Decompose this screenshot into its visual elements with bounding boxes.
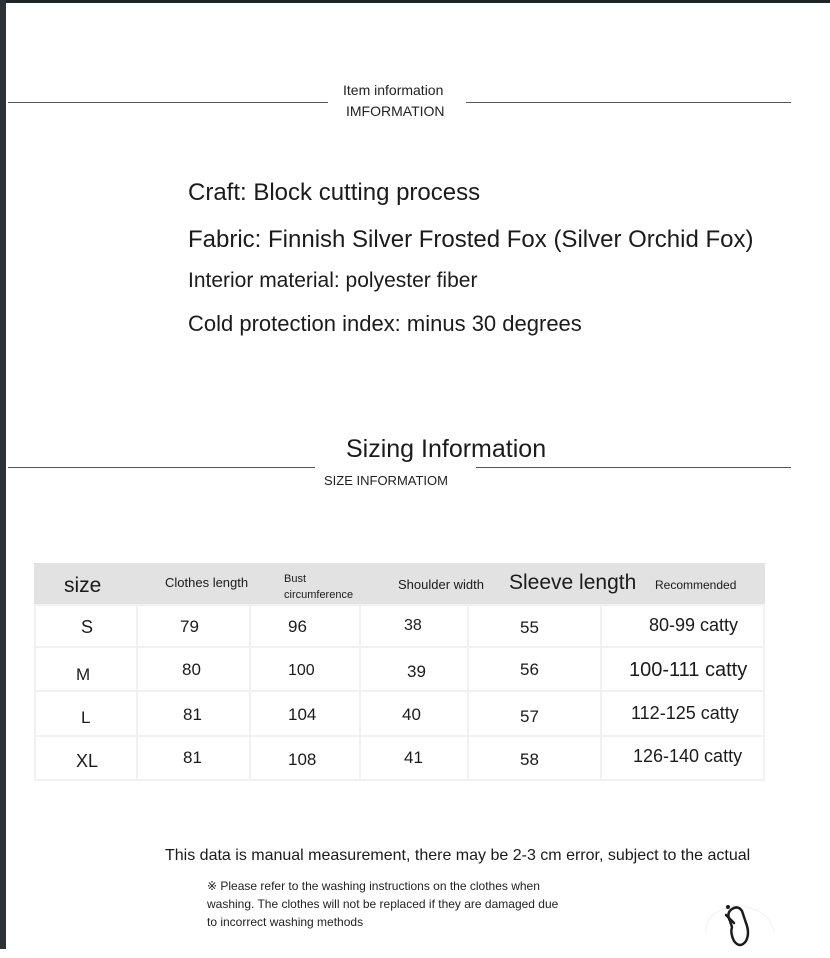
table-cell: 39 bbox=[361, 648, 467, 690]
table-cell: M bbox=[36, 648, 136, 690]
washing-note: ※ Please refer to the washing instructions on the clothes when washing. The clothes will not be replaced if they are damaged due to incorrect washing methods bbox=[207, 879, 559, 929]
item-info-title: Item information bbox=[343, 82, 444, 98]
header-sleeve-length: Sleeve length bbox=[509, 571, 637, 594]
spec-cold-protection: Cold protection index: minus 30 degrees bbox=[188, 311, 582, 336]
measurement-note: This data is manual measurement, there may be 2-3 cm error, subject to the actual bbox=[165, 847, 751, 864]
table-cell: 58 bbox=[469, 737, 600, 779]
spec-craft: Craft: Block cutting process bbox=[188, 179, 481, 206]
table-cell: 40 bbox=[361, 692, 467, 735]
table-cell: 112-125 catty bbox=[602, 692, 763, 735]
divider-left bbox=[8, 102, 328, 103]
table-cell: S bbox=[36, 606, 136, 646]
table-cell: 104 bbox=[251, 692, 359, 735]
hand-wash-icon bbox=[700, 893, 780, 953]
table-cell: 80-99 catty bbox=[602, 606, 763, 646]
table-cell: 108 bbox=[251, 737, 359, 779]
table-cell: 96 bbox=[251, 606, 359, 646]
item-info-subtitle: IMFORMATION bbox=[346, 103, 445, 119]
table-cell: L bbox=[36, 692, 136, 735]
table-cell: 81 bbox=[138, 692, 249, 735]
sizing-subtitle: SIZE INFORMATIOM bbox=[324, 473, 448, 488]
table-cell: 57 bbox=[469, 692, 600, 735]
table-cell: 41 bbox=[361, 737, 467, 779]
spec-interior: Interior material: polyester fiber bbox=[188, 269, 478, 292]
table-cell: 126-140 catty bbox=[602, 737, 763, 779]
top-border bbox=[0, 0, 830, 3]
table-cell: 80 bbox=[138, 648, 249, 690]
divider-right bbox=[466, 102, 791, 103]
header-shoulder-width: Shoulder width bbox=[398, 577, 484, 592]
size-table bbox=[34, 563, 765, 781]
sizing-title: Sizing Information bbox=[346, 435, 547, 463]
table-cell: 100-111 catty bbox=[602, 648, 763, 690]
header-clothes-length: Clothes length bbox=[165, 575, 249, 590]
header-size: size bbox=[64, 574, 102, 597]
table-cell: 38 bbox=[361, 606, 467, 646]
divider-left bbox=[8, 467, 315, 468]
table-cell: 55 bbox=[469, 606, 600, 646]
table-cell: XL bbox=[36, 737, 136, 779]
table-cell: 79 bbox=[138, 606, 249, 646]
table-cell: 100 bbox=[251, 648, 359, 690]
table-cell: 81 bbox=[138, 737, 249, 779]
divider-right bbox=[476, 467, 791, 468]
table-cell: 56 bbox=[469, 648, 600, 690]
header-bust: Bust circumference bbox=[284, 573, 354, 601]
left-border bbox=[0, 0, 6, 949]
header-recommended: Recommended bbox=[655, 578, 737, 592]
spec-fabric: Fabric: Finnish Silver Frosted Fox (Silver Orchid Fox) bbox=[188, 226, 754, 253]
